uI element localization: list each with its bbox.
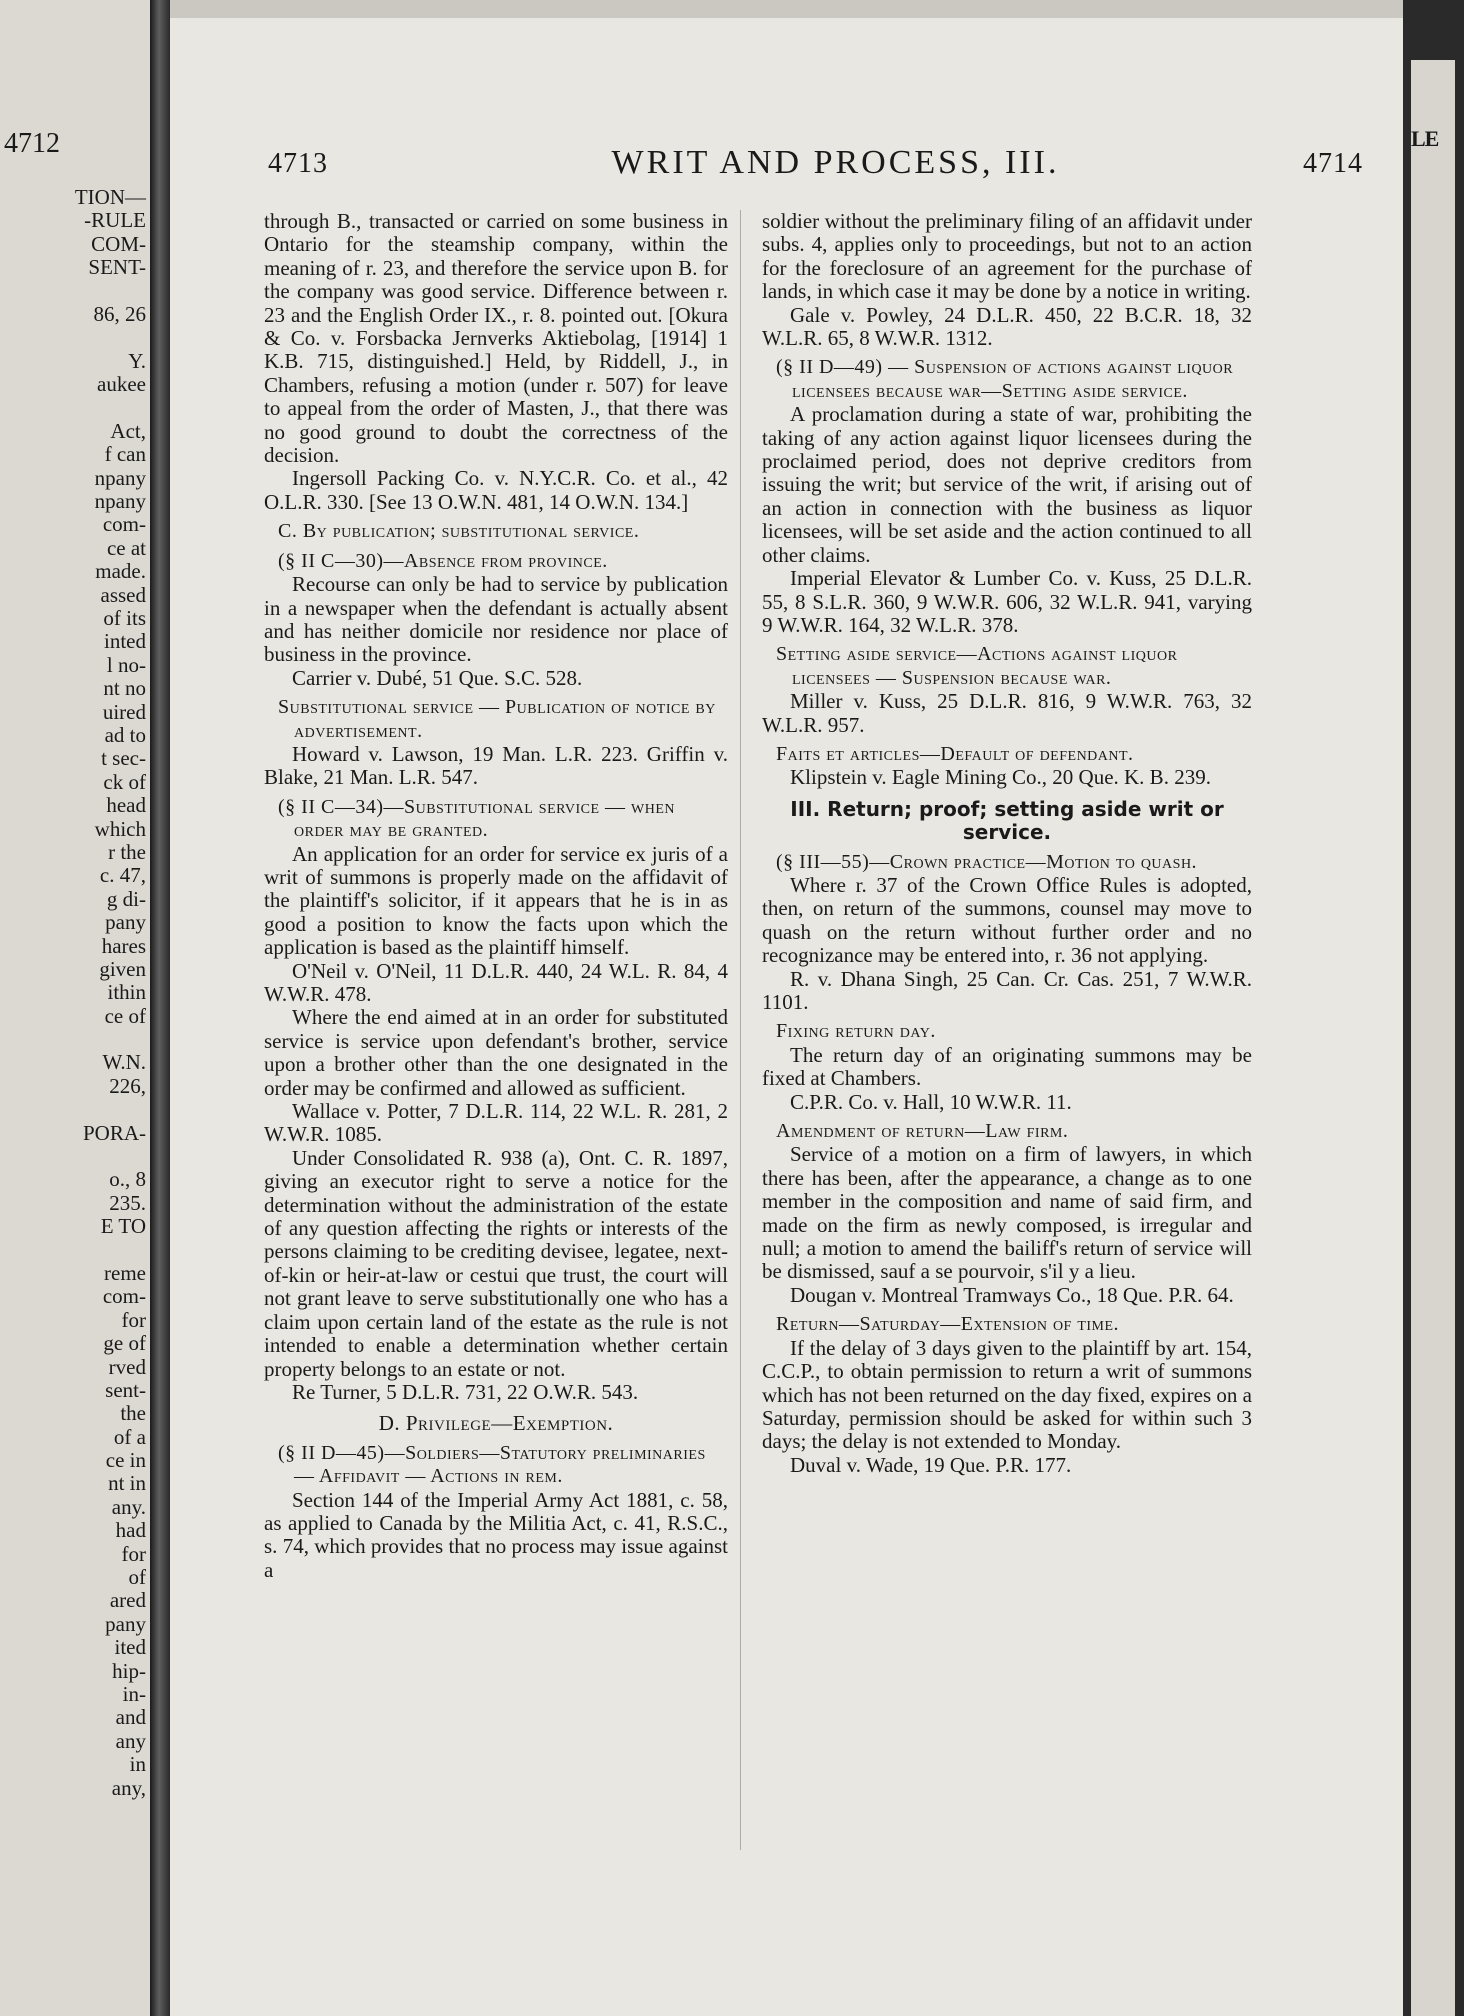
fragment-line: ge of — [103, 1331, 146, 1356]
case-citation: Wallace v. Potter, 7 D.L.R. 114, 22 W.L. R. 281, 2 W.W.R. 1085. — [264, 1099, 728, 1147]
fragment-line — [0, 280, 146, 303]
fragment-line: of — [128, 1565, 146, 1590]
fragment-line: hip- — [112, 1658, 146, 1683]
section-heading-iii: III. Return; proof; setting aside writ or service. — [790, 796, 1224, 845]
right-column — [762, 210, 1252, 1477]
fragment-line: pany — [105, 910, 146, 935]
case-citation: R. v. Dhana Singh, 25 Can. Cr. Cas. 251, 7 W.W.R. 1101. — [762, 966, 1252, 1014]
fragment-line: given — [99, 956, 146, 981]
fragment-line: sent- — [105, 1377, 146, 1402]
subsection-heading: Faits et articles—Default of defendant. — [776, 742, 1134, 765]
fragment-line: c. 47, — [99, 863, 146, 888]
fragment-line — [0, 326, 146, 349]
fragment-line: t sec- — [101, 746, 146, 771]
fragment-line: in — [129, 1752, 146, 1777]
fragment-line: ad to — [104, 722, 146, 747]
fragment-line: for — [121, 1307, 146, 1332]
fragment-line: made. — [95, 559, 146, 584]
case-citation: O'Neil v. O'Neil, 11 D.L.R. 440, 24 W.L. R. 84, 4 W.W.R. 478. — [264, 958, 728, 1006]
paragraph: If the delay of 3 days given to the plaintiff by art. 154, C.C.P., to obtain permission to return a writ of summons which has not been returned on the day fixed, expires on a Saturday, permission should be asked for within such 3 days; the delay is not extended to Monday. — [762, 1335, 1252, 1454]
paragraph: Where r. 37 of the Crown Office Rules is adopted, then, on return of the summons, counsel may move to quash on the return without further order and no recognizance may be entered into, r. 36 not applying. — [762, 872, 1252, 968]
fragment-line: ck of — [103, 769, 146, 794]
case-citation: Re Turner, 5 D.L.R. 731, 22 O.W.R. 543. — [292, 1379, 639, 1404]
fragment-line: TION— — [74, 185, 146, 209]
subsection-heading: (§ II C—30)—Absence from province. — [278, 549, 608, 572]
fragment-line: Y. — [128, 348, 146, 373]
fragment-line: assed — [100, 582, 146, 607]
fragment-line: any. — [111, 1494, 146, 1519]
book-page — [170, 18, 1403, 2016]
fragment-line: o., 8 — [109, 1167, 146, 1192]
fragment-line: npany — [94, 465, 146, 490]
previous-page-fragment — [0, 0, 150, 2016]
fragment-line: g di- — [106, 886, 146, 911]
previous-page-line-fragments — [0, 186, 146, 1800]
left-page-number: 4713 — [268, 148, 328, 179]
fragment-line: head — [106, 793, 146, 818]
fragment-line: 235. — [109, 1190, 146, 1215]
paragraph: An application for an order for service ex juris of a writ of summons is properly made on the affidavit of the plaintiff's solicitor, if it appears that he is in as good a position to know the facts upon which the application is based as the plaintiff himself. — [264, 841, 728, 960]
fragment-line: inted — [104, 629, 146, 654]
fragment-line — [0, 1239, 146, 1262]
subsection-heading: Substitutional service — Publication of notice by advertisement. — [278, 696, 716, 742]
fragment-line: npany — [94, 489, 146, 514]
fragment-line: in- — [122, 1682, 146, 1706]
fragment-line: hares — [101, 933, 146, 958]
fragment-line: -RULE — [84, 208, 146, 233]
fragment-line: W.N. — [102, 1050, 146, 1075]
case-citation: Miller v. Kuss, 25 D.L.R. 816, 9 W.W.R. 763, 32 W.L.R. 957. — [762, 689, 1252, 737]
fragment-line: the — [120, 1401, 146, 1426]
fragment-line: ce at — [106, 535, 146, 560]
subsection-heading: Setting aside service—Actions against liquor licensees — Suspension because war. — [776, 643, 1178, 689]
paragraph: Service of a motion on a firm of lawyers, in which there has been, after the appearance, a change as to one member in the composition and name of said firm, and made on the firm as newly composed, is irregular and null; a motion to amend the bailiff's return of service will be dismissed, sauf a se pourvoir, s'il y a lieu. — [762, 1142, 1252, 1284]
fragment-line: ithin — [107, 980, 146, 1005]
case-citation: C.P.R. Co. v. Hall, 10 W.W.R. 11. — [790, 1089, 1072, 1114]
fragment-line: E TO — [100, 1214, 146, 1239]
fragment-line: pany — [105, 1611, 146, 1636]
fragment-line: ce in — [105, 1448, 146, 1473]
fragment-line: r the — [108, 839, 146, 864]
paragraph: soldier without the preliminary filing of an affidavit under subs. 4, applies only to proceedings, but not to an action for the foreclosure of an agreement for the purchase of lands, in which case it may be done by a notice in writing. — [762, 209, 1252, 304]
fragment-line: com- — [102, 1284, 146, 1309]
fragment-line — [0, 397, 146, 420]
fragment-line — [0, 1145, 146, 1168]
section-heading-c: C. By publication; substitutional service. — [278, 520, 640, 543]
subsection-heading: (§ II C—34)—Substitutional service — when order may be granted. — [278, 795, 676, 842]
next-page-fragment — [1403, 0, 1464, 2016]
subsection-heading: Amendment of return—Law firm. — [776, 1120, 1069, 1143]
right-page-number: 4714 — [1303, 148, 1363, 179]
case-citation: Dougan v. Montreal Tramways Co., 18 Que. P.R. 64. — [790, 1282, 1234, 1307]
subsection-heading: (§ III—55)—Crown practice—Motion to quash. — [776, 850, 1198, 873]
fragment-line: of its — [103, 606, 146, 631]
case-citation: Duval v. Wade, 19 Que. P.R. 177. — [790, 1452, 1072, 1477]
fragment-line: had — [115, 1518, 146, 1543]
paragraph: Recourse can only be had to service by publication in a newspaper when the defendant is actually absent and has neither domicile nor residence nor place of business in the province. — [264, 572, 728, 667]
fragment-line: 226, — [109, 1073, 146, 1098]
book-gutter — [150, 0, 170, 2016]
fragment-line: f can — [104, 442, 146, 467]
case-citation: Carrier v. Dubé, 51 Que. S.C. 528. — [292, 665, 583, 690]
fragment-line: nt no — [103, 676, 146, 701]
case-citation: Ingersoll Packing Co. v. N.Y.C.R. Co. et al., 42 O.L.R. 330. [See 13 O.W.N. 481, 14 O.W.N. 134.] — [264, 466, 728, 514]
fragment-line: of a — [113, 1424, 146, 1449]
case-citation: Howard v. Lawson, 19 Man. L.R. 223. Griffin v. Blake, 21 Man. L.R. 547. — [264, 741, 728, 790]
running-header — [268, 144, 1403, 188]
paragraph: The return day of an originating summons may be fixed at Chambers. — [762, 1042, 1252, 1091]
fragment-line: PORA- — [82, 1120, 146, 1145]
fragment-line: uired — [102, 699, 146, 724]
fragment-line: ared — [109, 1588, 146, 1613]
scan-top-band — [170, 0, 1403, 18]
next-page-text-fragment: LE — [1411, 126, 1439, 151]
fragment-line: ce of — [104, 1003, 146, 1028]
next-page-edge — [1411, 60, 1455, 2016]
fragment-line: and — [115, 1705, 146, 1730]
section-heading-d: D. Privilege—Exemption. — [378, 1411, 614, 1436]
previous-page-number: 4712 — [4, 128, 60, 159]
left-column — [264, 210, 728, 1582]
column-divider — [740, 210, 741, 1850]
subsection-heading: Fixing return day. — [776, 1020, 936, 1043]
fragment-line: SENT- — [88, 255, 146, 280]
fragment-line: reme — [104, 1260, 146, 1285]
fragment-line: any — [115, 1728, 146, 1753]
running-title: WRIT AND PROCESS, III. — [611, 144, 1060, 181]
fragment-line: Act, — [110, 418, 146, 443]
subsection-heading: (§ II D—49) — Suspension of actions against liquor licensees because war—Setting aside service. — [776, 356, 1234, 402]
case-citation: Gale v. Powley, 24 D.L.R. 450, 22 B.C.R. 18, 32 W.L.R. 65, 8 W.W.R. 1312. — [762, 302, 1252, 351]
fragment-line — [0, 1028, 146, 1051]
fragment-line: com- — [102, 512, 146, 537]
paragraph: Section 144 of the Imperial Army Act 1881, c. 58, as applied to Canada by the Militia Act, c. 41, R.S.C., s. 74, which provides that no process may issue against a — [264, 1487, 728, 1582]
fragment-line: for — [121, 1541, 146, 1566]
paragraph: Under Consolidated R. 938 (a), Ont. C. R. 1897, giving an executor right to serve a notice for the determination without the administration of the estate of any question affecting the rights or interests of the persons claiming to be crediting devisee, legatee, next-of-kin or heir-at-law or cestui que trust, the court will not grant leave to serve substitutionally one who has a claim upon certain land of the estate as the rule is not intended to enable a determination whether certain property belongs to an estate or not. — [264, 1145, 728, 1381]
fragment-line: any, — [111, 1775, 146, 1800]
fragment-line: rved — [108, 1354, 146, 1379]
fragment-line: ited — [114, 1635, 146, 1660]
paragraph: A proclamation during a state of war, prohibiting the taking of any action against liquor licensees during the proclaimed period, does not deprive creditors from issuing the writ; but service of the writ, if arising out of an action in connection with the business as liquor licensees, will be set aside and the action continued to all other claims. — [762, 402, 1252, 567]
paragraph: through B., transacted or carried on some business in Ontario for the steamship company, within the meaning of r. 23, and therefore the service upon B. for the company was good service. Difference between r. 23 and the English Order IX., r. 8. pointed out. [Okura & Co. v. Forsbacka Jernverks Aktiebolag, [1914] 1 K.B. 715, distinguished.] Held, by Riddell, J., in Chambers, refusing a motion (under r. 507) for leave to appeal from the order of Masten, J., that there was no good ground to doubt the correctness of the decision. — [264, 209, 728, 468]
fragment-line — [0, 1098, 146, 1121]
subsection-heading: Return—Saturday—Extension of time. — [776, 1313, 1120, 1336]
subsection-heading: (§ II D—45)—Soldiers—Statutory preliminaries — Affidavit — Actions in rem. — [278, 1441, 706, 1488]
fragment-line: which — [94, 816, 146, 841]
fragment-line: nt in — [108, 1471, 146, 1496]
fragment-line: aukee — [97, 372, 146, 397]
case-citation: Imperial Elevator & Lumber Co. v. Kuss, 25 D.L.R. 55, 8 S.L.R. 360, 9 W.W.R. 606, 32 W.L.R. 941, varying 9 W.W.R. 164, 32 W.L.R. 378. — [762, 566, 1252, 637]
fragment-line: l no- — [106, 652, 146, 677]
fragment-line: COM- — [91, 231, 146, 256]
case-citation: Klipstein v. Eagle Mining Co., 20 Que. K. B. 239. — [790, 765, 1211, 790]
paragraph: Where the end aimed at in an order for substituted service is service upon defendant's brother, service upon a brother other than the one designated in the order may be confirmed and allowed as sufficient. — [264, 1005, 728, 1100]
fragment-line: 86, 26 — [93, 301, 146, 326]
